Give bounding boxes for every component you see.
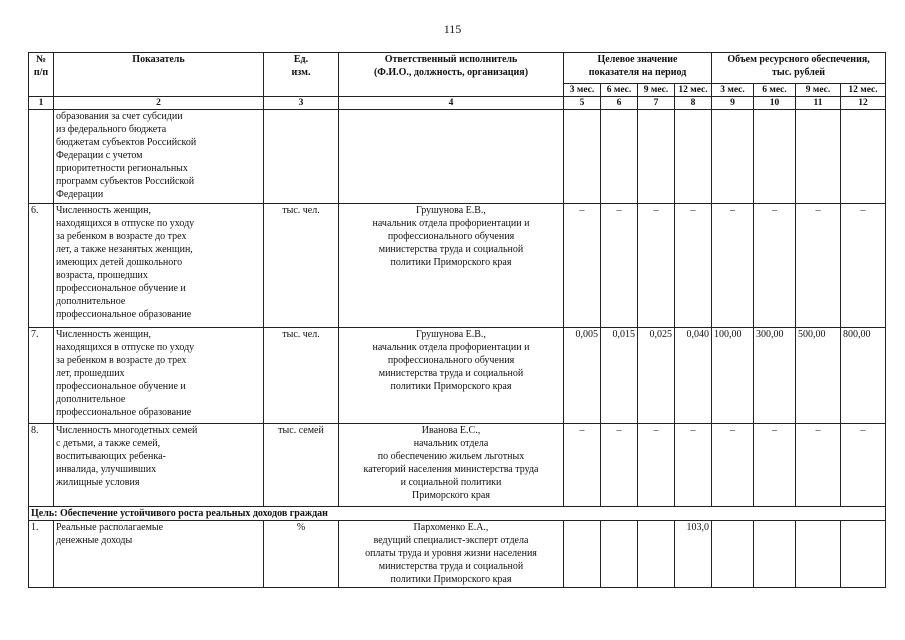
row-number: 1.: [29, 521, 54, 588]
row-responsible: [339, 204, 564, 328]
cell-line: Федерации: [56, 189, 104, 200]
cell-line: Численность многодетных семей: [56, 425, 198, 436]
row-value: [712, 110, 754, 204]
row-unit: тыс. чел.: [264, 204, 339, 328]
row-number: [29, 110, 54, 204]
header-resource-period: 3 мес.: [712, 84, 754, 97]
cell-line: дополнительное: [56, 394, 126, 405]
goal-row: [29, 507, 886, 521]
row-indicator: [54, 521, 264, 588]
row-responsible: [339, 328, 564, 424]
row-value: [796, 110, 841, 204]
header-resource-period: 12 мес.: [841, 84, 886, 97]
cell-line: Численность женщин,: [56, 329, 152, 340]
row-value: –: [638, 424, 675, 507]
cell-line: Федерации с учетом: [56, 150, 143, 161]
column-number: 10: [754, 97, 796, 110]
row-value: 103,0: [675, 521, 712, 588]
table-row: [29, 521, 886, 588]
row-value: [601, 110, 638, 204]
row-value: –: [712, 424, 754, 507]
cell-line: приоритетности региональных: [56, 163, 188, 174]
row-value: [638, 110, 675, 204]
row-indicator: [54, 328, 264, 424]
column-number: 12: [841, 97, 886, 110]
cell-line: находящихся в отпуске по уходу: [56, 218, 195, 229]
row-value: –: [841, 424, 886, 507]
row-value: [712, 521, 754, 588]
cell-line: министерства труда и социальной: [378, 368, 524, 379]
row-value: –: [601, 204, 638, 328]
cell-line: профессиональное образование: [56, 407, 192, 418]
column-number: 4: [339, 97, 564, 110]
row-value: –: [796, 204, 841, 328]
cell-line: денежные доходы: [56, 535, 133, 546]
cell-line: профессиональное образование: [56, 309, 192, 320]
header-target-period: 3 мес.: [564, 84, 601, 97]
cell-line: за ребенком в возрасте до трех: [56, 355, 187, 366]
cell-line: политики Приморского края: [390, 574, 512, 585]
row-value: [841, 110, 886, 204]
row-value: –: [564, 204, 601, 328]
header-unit: Ед. изм.: [264, 53, 339, 97]
header-resource-period: 6 мес.: [754, 84, 796, 97]
cell-line: с детьми, а также семей,: [56, 438, 161, 449]
goal-title: Цель: Обеспечение устойчивого роста реальных доходов граждан: [29, 507, 886, 521]
row-value: –: [638, 204, 675, 328]
cell-line: министерства труда и социальной: [378, 244, 524, 255]
column-number: 5: [564, 97, 601, 110]
cell-line: Грушунова Е.В.,: [416, 205, 486, 216]
cell-line: дополнительное: [56, 296, 126, 307]
cell-line: из федерального бюджета: [56, 124, 167, 135]
row-responsible: [339, 521, 564, 588]
header-target-period: 12 мес.: [675, 84, 712, 97]
column-number: 6: [601, 97, 638, 110]
row-number: 8.: [29, 424, 54, 507]
row-value: –: [712, 204, 754, 328]
row-value: [675, 110, 712, 204]
row-indicator: [54, 204, 264, 328]
row-value: 800,00: [841, 328, 886, 424]
cell-line: профессионального обучения: [387, 355, 515, 366]
row-value: 100,00: [712, 328, 754, 424]
cell-line: имеющих детей дошкольного: [56, 257, 183, 268]
column-number: 11: [796, 97, 841, 110]
cell-line: Пархоменко Е.А.,: [413, 522, 489, 533]
table-row: [29, 204, 886, 328]
row-value: [564, 110, 601, 204]
row-unit: [264, 110, 339, 204]
row-value: –: [675, 204, 712, 328]
row-value: [754, 521, 796, 588]
row-number: 7.: [29, 328, 54, 424]
column-number: 3: [264, 97, 339, 110]
header-resources: Объем ресурсного обеспечения, тыс. рублей: [712, 53, 886, 84]
page-number: 115: [443, 22, 462, 36]
row-value: [601, 521, 638, 588]
cell-line: инвалида, улучшивших: [56, 464, 157, 475]
cell-line: Реальные располагаемые: [56, 522, 164, 533]
row-value: 0,040: [675, 328, 712, 424]
column-number: 7: [638, 97, 675, 110]
table-row: [29, 328, 886, 424]
cell-line: бюджетам субъектов Российской: [56, 137, 197, 148]
row-value: –: [564, 424, 601, 507]
header-target: Целевое значение показателя на период: [564, 53, 712, 84]
row-value: [638, 521, 675, 588]
cell-line: за ребенком в возрасте до трех: [56, 231, 187, 242]
header-responsible: Ответственный исполнитель (Ф.И.О., должность, организация): [339, 53, 564, 97]
column-number: 9: [712, 97, 754, 110]
cell-line: ведущий специалист-эксперт отдела: [373, 535, 529, 546]
header-num: № п/п: [29, 53, 54, 97]
cell-line: оплаты труда и уровня жизни населения: [365, 548, 537, 559]
row-unit: тыс. чел.: [264, 328, 339, 424]
table-row: [29, 424, 886, 507]
row-value: –: [601, 424, 638, 507]
cell-line: начальник отдела профориентации и: [372, 342, 530, 353]
cell-line: категорий населения министерства труда: [363, 464, 539, 475]
row-number: 6.: [29, 204, 54, 328]
cell-line: профессиональное обучение и: [56, 381, 186, 392]
cell-line: профессиональное обучение и: [56, 283, 186, 294]
row-unit: тыс. семей: [264, 424, 339, 507]
cell-line: жилищные условия: [56, 477, 140, 488]
cell-line: начальник отдела: [413, 438, 489, 449]
cell-line: образования за счет субсидии: [56, 111, 183, 122]
cell-line: политики Приморского края: [390, 257, 512, 268]
row-indicator: [54, 424, 264, 507]
row-indicator: [54, 110, 264, 204]
row-value: –: [841, 204, 886, 328]
row-value: [841, 521, 886, 588]
cell-line: профессионального обучения: [387, 231, 515, 242]
row-value: –: [675, 424, 712, 507]
header-target-period: 9 мес.: [638, 84, 675, 97]
header-target-period: 6 мес.: [601, 84, 638, 97]
cell-line: по обеспечению жильем льготных: [377, 451, 525, 462]
row-unit: %: [264, 521, 339, 588]
cell-line: начальник отдела профориентации и: [372, 218, 530, 229]
row-value: –: [796, 424, 841, 507]
cell-line: возраста, прошедших: [56, 270, 148, 281]
cell-line: воспитывающих ребенка-: [56, 451, 166, 462]
cell-line: программ субъектов Российской: [56, 176, 195, 187]
row-value: 0,005: [564, 328, 601, 424]
header-indicator: Показатель: [54, 53, 264, 97]
cell-line: находящихся в отпуске по уходу: [56, 342, 195, 353]
row-responsible: [339, 424, 564, 507]
cell-line: Численность женщин,: [56, 205, 152, 216]
cell-line: Приморского края: [412, 490, 490, 501]
row-value: 300,00: [754, 328, 796, 424]
row-value: 0,025: [638, 328, 675, 424]
cell-line: лет, а также незанятых женщин,: [56, 244, 193, 255]
column-number: 1: [29, 97, 54, 110]
row-value: –: [754, 424, 796, 507]
cell-line: Иванова Е.С.,: [421, 425, 481, 436]
cell-line: и социальной политики: [400, 477, 502, 488]
row-value: –: [754, 204, 796, 328]
row-value: 0,015: [601, 328, 638, 424]
row-responsible: [339, 110, 564, 204]
row-value: 500,00: [796, 328, 841, 424]
cell-line: Грушунова Е.В.,: [416, 329, 486, 340]
column-number: 8: [675, 97, 712, 110]
cell-line: лет, прошедших: [56, 368, 125, 379]
indicators-table: [28, 52, 886, 588]
table-row: [29, 110, 886, 204]
cell-line: политики Приморского края: [390, 381, 512, 392]
row-value: [564, 521, 601, 588]
row-value: [754, 110, 796, 204]
cell-line: министерства труда и социальной: [378, 561, 524, 572]
row-value: [796, 521, 841, 588]
column-number: 2: [54, 97, 264, 110]
header-resource-period: 9 мес.: [796, 84, 841, 97]
